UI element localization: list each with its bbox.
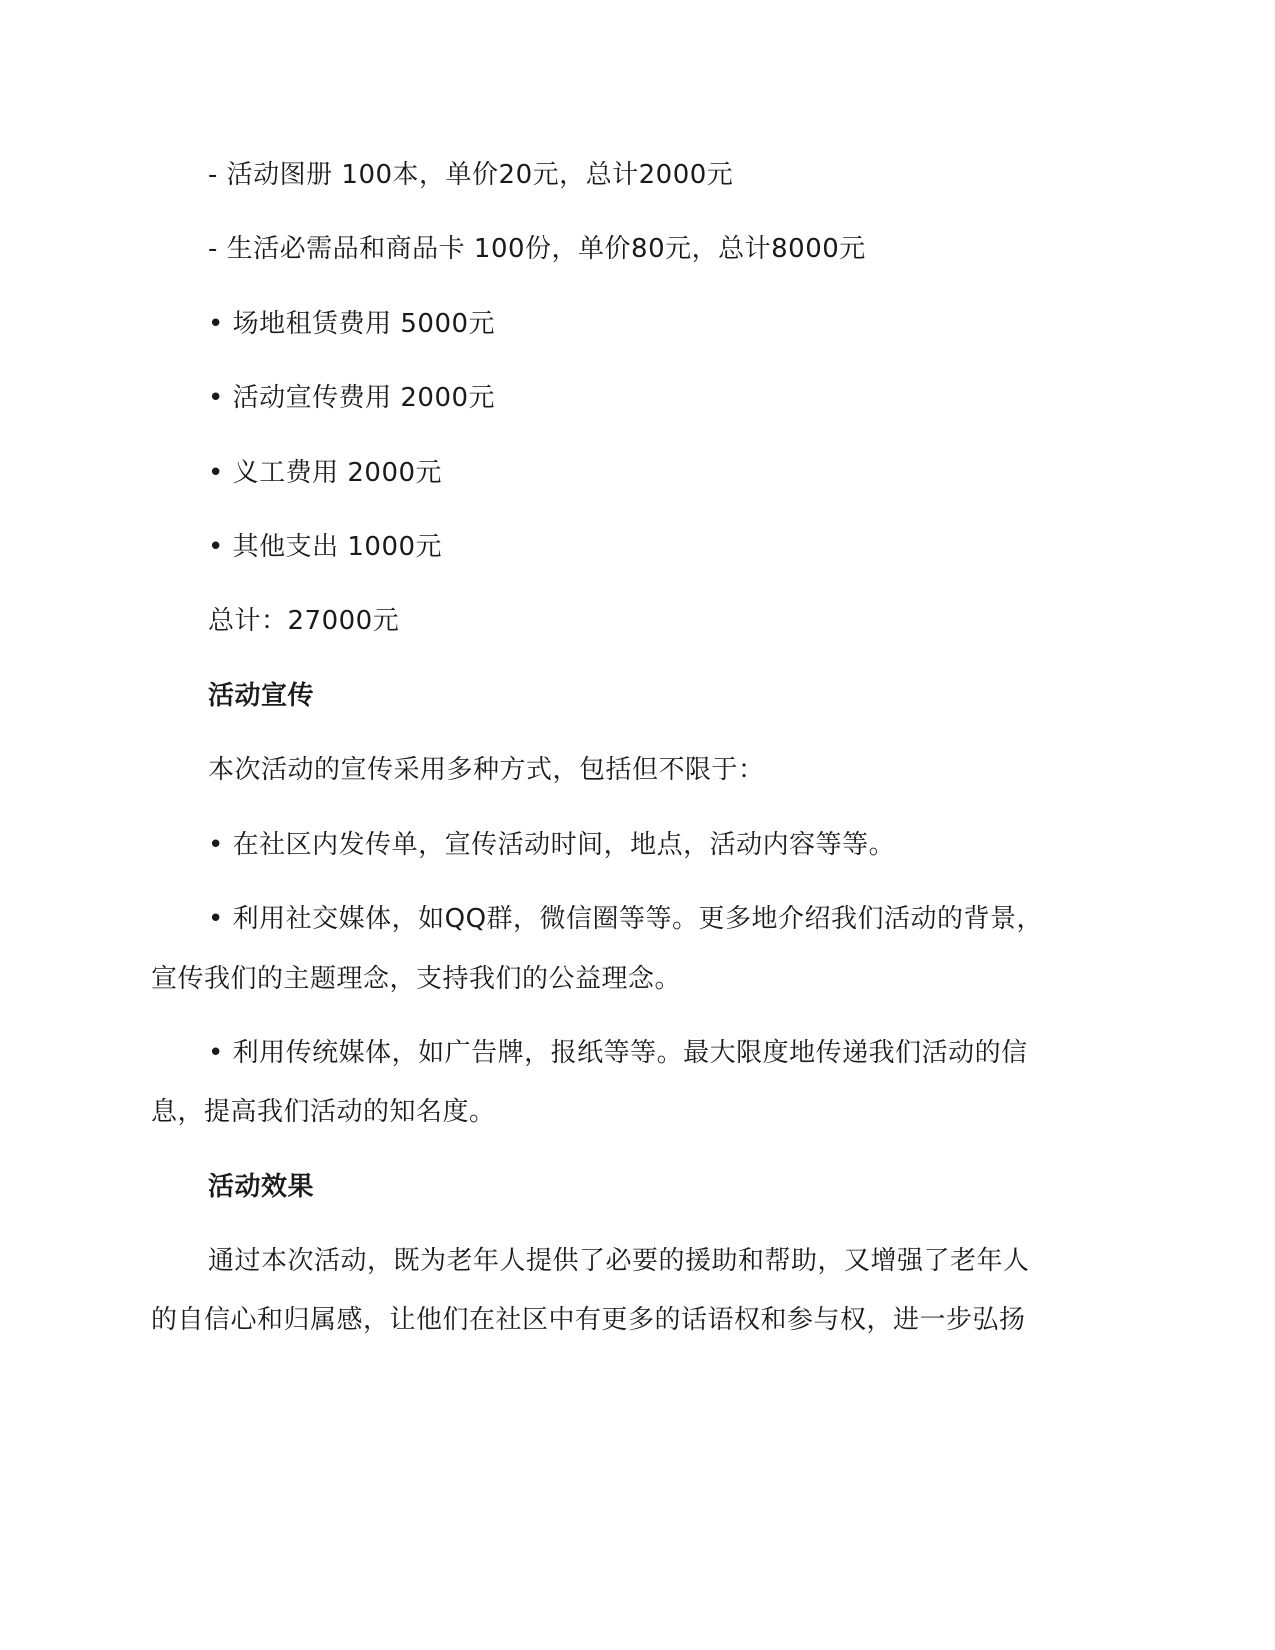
budget-item-volunteers: • 义工费用 2000元 [208, 458, 443, 488]
promotion-heading: 活动宣传 [208, 681, 315, 711]
budget-item-venue: • 场地租赁费用 5000元 [208, 309, 496, 339]
effect-paragraph-line1: 通过本次活动，既为老年人提供了必要的援助和帮助，又增强了老年人 [208, 1246, 1030, 1276]
budget-item-necessities: - 生活必需品和商品卡 100份，单价80元，总计8000元 [208, 234, 866, 264]
promotion-intro: 本次活动的宣传采用多种方式，包括但不限于： [208, 755, 765, 785]
budget-item-promotion: • 活动宣传费用 2000元 [208, 383, 496, 413]
promotion-bullet-traditional-line1: • 利用传统媒体，如广告牌，报纸等等。最大限度地传递我们活动的信 [208, 1038, 1028, 1068]
promotion-bullet-flyers: • 在社区内发传单，宣传活动时间，地点，活动内容等等。 [208, 830, 896, 860]
budget-total: 总计：27000元 [208, 606, 400, 636]
budget-item-brochure: - 活动图册 100本，单价20元，总计2000元 [208, 160, 734, 190]
effect-heading: 活动效果 [208, 1172, 315, 1202]
promotion-bullet-social-line2: 宣传我们的主题理念，支持我们的公益理念。 [151, 964, 682, 994]
effect-paragraph-line2: 的自信心和归属感，让他们在社区中有更多的话语权和参与权，进一步弘扬 [151, 1305, 1026, 1335]
promotion-bullet-social-line1: • 利用社交媒体，如QQ群，微信圈等等。更多地介绍我们活动的背景， [208, 904, 1044, 934]
promotion-bullet-traditional-line2: 息，提高我们活动的知名度。 [151, 1097, 496, 1127]
budget-item-other: • 其他支出 1000元 [208, 532, 443, 562]
